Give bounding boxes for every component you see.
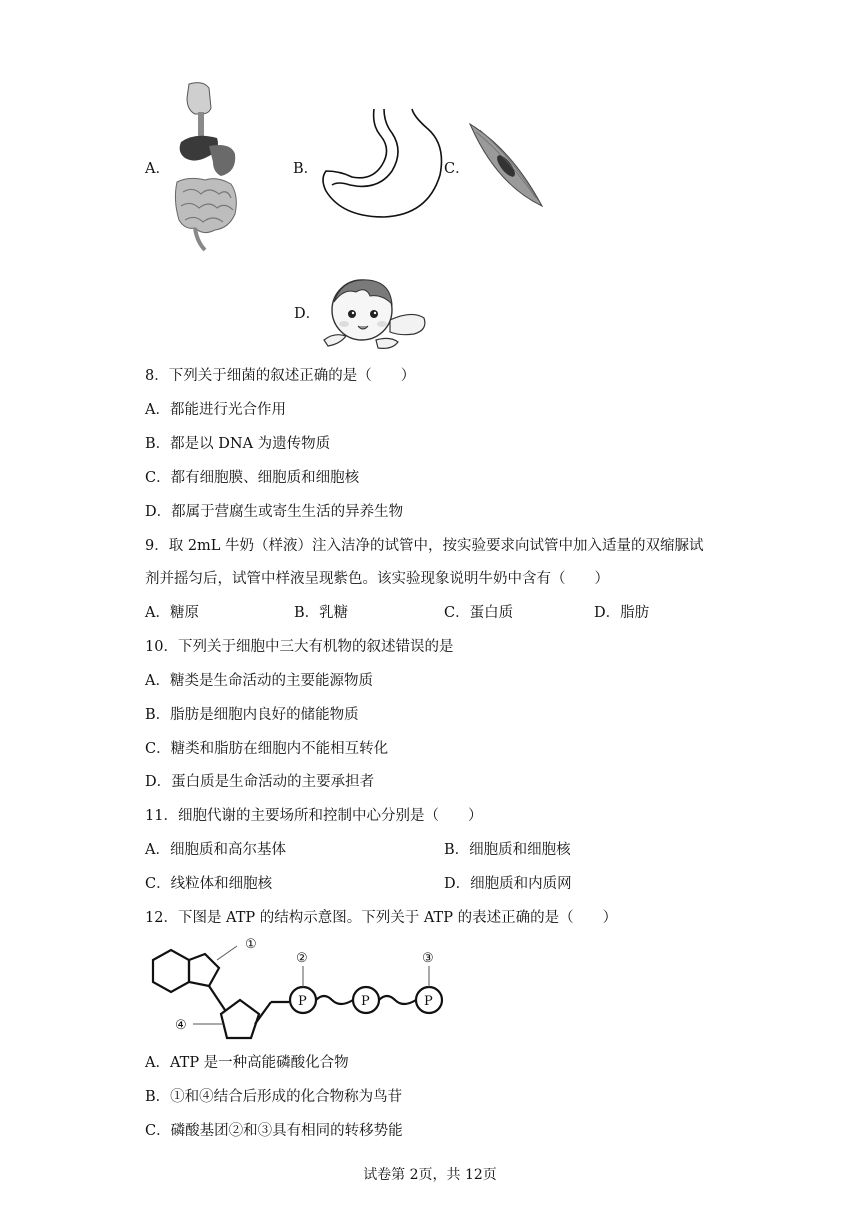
q9-stem-line2: 剂并摇匀后，试管中样液呈现紫色。该实验现象说明牛奶中含有（ ） bbox=[145, 571, 609, 587]
q8-option-b: B．都是以 DNA 为遗传物质 bbox=[145, 436, 331, 452]
q12-option-b: B．①和④结合后形成的化合物称为鸟苷 bbox=[145, 1089, 403, 1105]
q10-option-c: C．糖类和脂肪在细胞内不能相互转化 bbox=[145, 741, 389, 757]
q10-option-b: B．脂肪是细胞内良好的储能物质 bbox=[145, 707, 359, 723]
q9-stem-line1: 9．取 2mL 牛奶（样液）注入洁净的试管中，按实验要求向试管中加入适量的双缩脲试 bbox=[145, 538, 704, 554]
q8-stem: 8．下列关于细菌的叙述正确的是（ ） bbox=[145, 368, 416, 384]
q9-option-c: C．蛋白质 bbox=[444, 605, 514, 621]
q8-option-c: C．都有细胞膜、细胞质和细胞核 bbox=[145, 470, 360, 486]
q12-stem: 12．下图是 ATP 的结构示意图。下列关于 ATP 的表述正确的是（ ） bbox=[145, 910, 618, 926]
q12-option-a: A．ATP 是一种高能磷酸化合物 bbox=[145, 1055, 349, 1071]
phosphate-label-1: P bbox=[298, 994, 307, 1009]
q7-option-b-label: B． bbox=[293, 161, 319, 177]
smooth-muscle-cell-figure bbox=[466, 122, 546, 210]
q11-option-b: B．细胞质和细胞核 bbox=[444, 842, 571, 858]
page-footer: 试卷第 2页，共 12页 bbox=[363, 1167, 497, 1183]
phosphate-label-2: P bbox=[361, 994, 370, 1009]
q9-option-d: D．脂肪 bbox=[594, 605, 650, 621]
atp-structure-diagram bbox=[145, 930, 455, 1045]
q9-option-a: A．糖原 bbox=[145, 605, 199, 621]
q11-option-c: C．线粒体和细胞核 bbox=[145, 876, 273, 892]
digestive-system-figure bbox=[165, 80, 245, 255]
q12-option-c: C．磷酸基团②和③具有相同的转移势能 bbox=[145, 1123, 403, 1139]
q7-option-c-label: C． bbox=[444, 161, 470, 177]
atp-label-4: ④ bbox=[175, 1018, 187, 1033]
q11-option-a: A．细胞质和高尔基体 bbox=[145, 842, 286, 858]
q10-stem: 10．下列关于细胞中三大有机物的叙述错误的是 bbox=[145, 639, 454, 655]
q7-option-d-label: D． bbox=[294, 306, 321, 322]
q11-stem: 11．细胞代谢的主要场所和控制中心分别是（ ） bbox=[145, 808, 483, 824]
baby-figure bbox=[320, 274, 430, 354]
atp-label-3: ③ bbox=[422, 951, 434, 966]
phosphate-label-3: P bbox=[424, 994, 433, 1009]
q10-option-d: D．蛋白质是生命活动的主要承担者 bbox=[145, 774, 375, 790]
stomach-outline-figure bbox=[318, 105, 448, 225]
q11-option-d: D．细胞质和内质网 bbox=[444, 876, 572, 892]
q9-option-b: B．乳糖 bbox=[294, 605, 349, 621]
q8-option-a: A．都能进行光合作用 bbox=[145, 402, 286, 418]
q8-option-d: D．都属于营腐生或寄生生活的异养生物 bbox=[145, 504, 404, 520]
atp-label-2: ② bbox=[296, 951, 308, 966]
atp-label-1: ① bbox=[245, 937, 257, 952]
q10-option-a: A．糖类是生命活动的主要能源物质 bbox=[145, 673, 373, 689]
q7-option-a-label: A． bbox=[145, 161, 170, 177]
